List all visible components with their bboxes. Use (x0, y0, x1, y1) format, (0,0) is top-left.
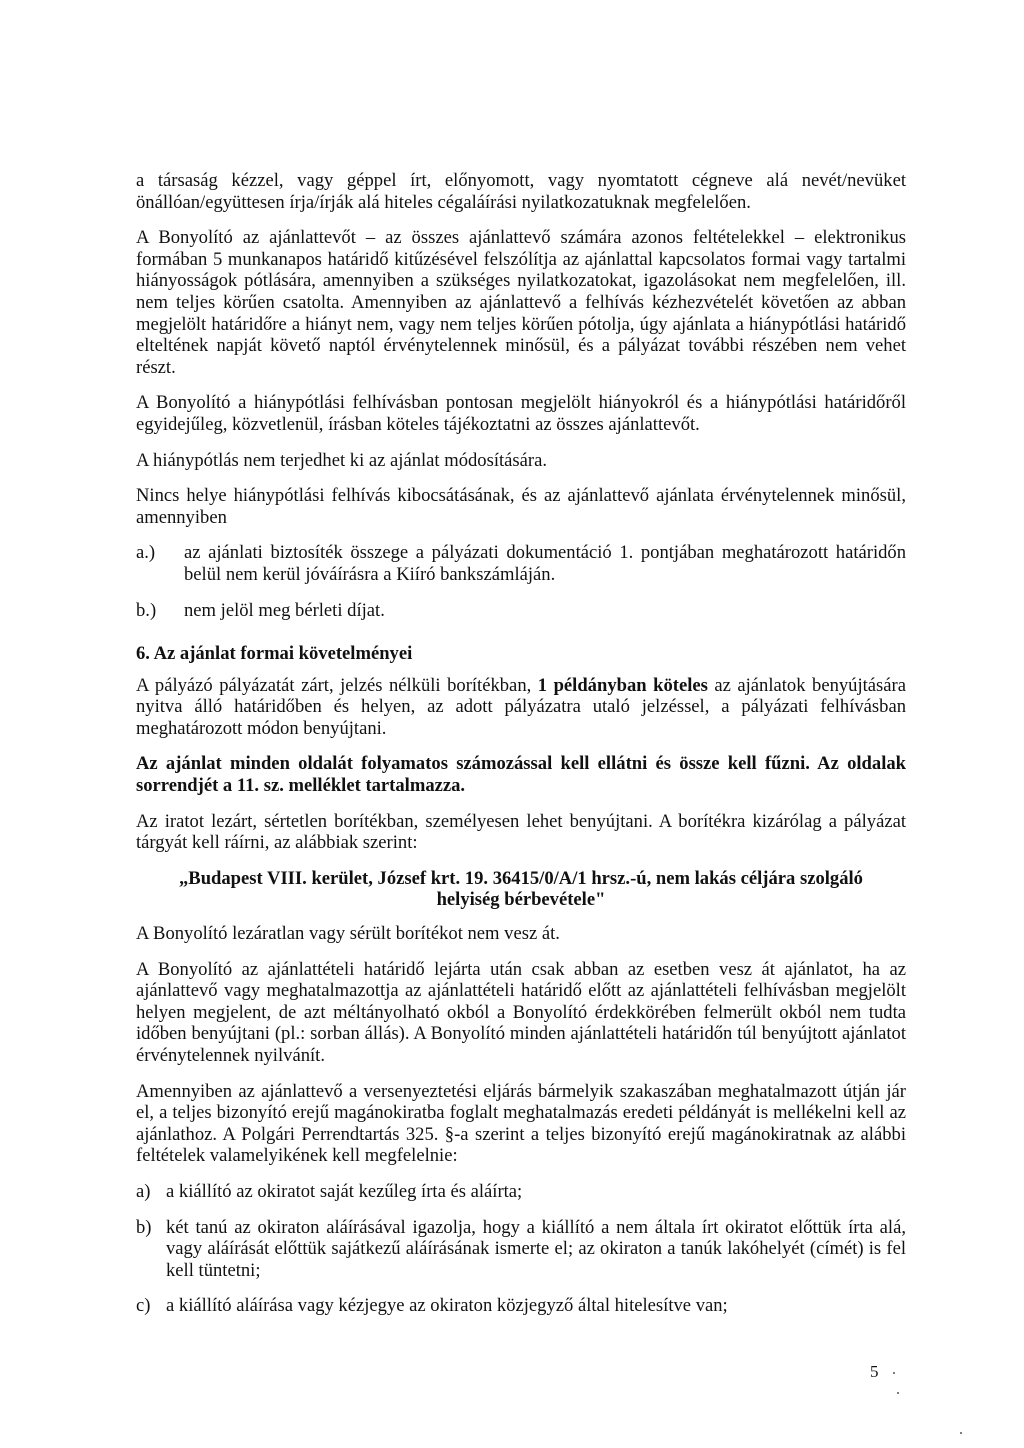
paragraph-power-of-attorney: Amennyiben az ajánlattevő a versenyeztetési eljárás bármelyik szakaszában meghatalmazott útján jár el, a teljes bizonyító erejű magánokiratba foglalt meghatalmazás eredeti példányát is mellékelni kell az ajánlathoz. A Polgári Perrendtartás 325. §-a szerint a teljes bizonyító erejű magánokiratnak az alábbi feltételek valamelyikének kell megfelelnie: (136, 1080, 906, 1167)
envelope-title-line: helyiség bérbevétele" (436, 889, 606, 911)
scan-speck (897, 1392, 899, 1394)
paragraph-no-deficiency: Nincs helye hiánypótlási felhívás kibocsátásának, és az ajánlattevő ajánlata érvénytelennek minősül, amennyiben (136, 485, 906, 528)
list-item (136, 1295, 906, 1317)
section-heading: 6. Az ajánlat formai követelményei (136, 643, 413, 665)
list-text: két tanú az okiraton aláírásával igazolja, hogy a kiállító a nem általa írt okiratot előttük írta alá, vagy aláírását előttük sajátkezű aláírásának ismerte el; az okiraton a tanúk lakóhelyét (címét) is fel kell tüntetni; (166, 1216, 906, 1281)
text-run: A pályázó pályázatát zárt, jelzés nélküli borítékban, (136, 674, 538, 696)
document-page (136, 170, 906, 1331)
paragraph-late-submission: A Bonyolító az ajánlattételi határidő lejárta után csak abban az esetben vesz át ajánlatot, ha az ajánlattevő vagy meghatalmazottja az ajánlattételi határidő előtt az ajánlattételi felhívásban megjelölt helyen megjelent, de azt méltányolható okból a Bonyolító érdekkörében felmerült okból nem tudta időben benyújtani (pl.: sorban állás). A Bonyolító minden ajánlattételi határidőn túl benyújtott ajánlatot érvénytelennek nyilvánít. (136, 958, 906, 1066)
envelope-title (136, 868, 906, 911)
list-item (136, 600, 906, 622)
paragraph-deficiency-request: A Bonyolító az ajánlattevőt – az összes ajánlattevő számára azonos feltételekkel – elektronikus formában 5 munkanapos határidő kitűzésével felszólítja az ajánlattal kapcsolatos formai vagy tartalmi hiányosságok pótlására, amennyiben a szükséges nyilatkozatokat, igazolásokat nem megfelelően, ill. nem teljes körűen csatolta. Amennyiben az ajánlattevő a felhívás kézhezvételét követően az abban megjelölt határidőre a hiányt nem, vagy nem teljes körűen pótolja, úgy ajánlata a hiánypótlási határidő elteltének napját követő naptól érvénytelennek minősül, és a pályázat további részében nem vehet részt. (136, 227, 906, 378)
list-text: az ajánlati biztosíték összege a pályázati dokumentáció 1. pontjában meghatározott határidőn belül nem kerül jóváírásra a Kiíró bankszámláján. (184, 542, 906, 585)
list-item (136, 542, 906, 585)
list-text: a kiállító az okiratot saját kezűleg írta és aláírta; (166, 1180, 523, 1202)
paragraph-envelope: Az iratot lezárt, sértetlen borítékban, személyesen lehet benyújtani. A borítékra kizárólag a pályázat tárgyát kell ráírni, az alábbiak szerint: (136, 810, 906, 854)
list-item (136, 1217, 906, 1282)
list-marker: b.) (136, 599, 157, 621)
scan-speck (960, 1432, 962, 1434)
paragraph-deficiency-notice: A Bonyolító a hiánypótlási felhívásban pontosan megjelölt hiányokról és a hiánypótlási határidőről egyidejűleg, közvetlenül, írásban köteles tájékoztatni az összes ajánlattevőt. (136, 392, 906, 435)
paragraph-numbering: Az ajánlat minden oldalát folyamatos számozással kell ellátni és össze kell fűzni. Az oldalak sorrendjét a 11. sz. melléklet tartalmazza. (136, 753, 906, 797)
bold-text-run: 1 példányban köteles (537, 674, 708, 696)
list-marker: b) (136, 1216, 152, 1238)
scan-speck (893, 1372, 895, 1374)
page-number: 5 (870, 1362, 879, 1381)
text-run: az ajánlatok benyújtására nyitva álló határidőben és helyen, az adott pályázatra utaló jelzéssel, a pályázati felhívásban meghatározott módon benyújtani. (136, 674, 906, 739)
list-text: nem jelöl meg bérleti díjat. (184, 599, 385, 621)
envelope-title-line: „Budapest VIII. kerület, József krt. 19. 36415/0/A/1 hrsz.-ú, nem lakás céljára szolgáló (179, 867, 863, 889)
paragraph-no-modification: A hiánypótlás nem terjedhet ki az ajánlat módosítására. (136, 449, 547, 471)
list-text: a kiállító aláírása vagy kézjegye az okiraton közjegyző által hitelesítve van; (166, 1295, 728, 1317)
paragraph-unsealed: A Bonyolító lezáratlan vagy sérült borítékot nem vesz át. (136, 923, 560, 945)
list-marker: a.) (136, 542, 156, 564)
list-marker: c) (136, 1295, 151, 1317)
list-marker: a) (136, 1180, 151, 1202)
paragraph-signature: a társaság kézzel, vagy géppel írt, előnyomott, vagy nyomtatott cégneve alá nevét/nevüket önállóan/együttesen írja/írják alá hiteles cégaláírási nyilatkozatuknak megfelelően. (136, 170, 906, 213)
list-item (136, 1181, 906, 1203)
paragraph-submission (136, 675, 906, 740)
